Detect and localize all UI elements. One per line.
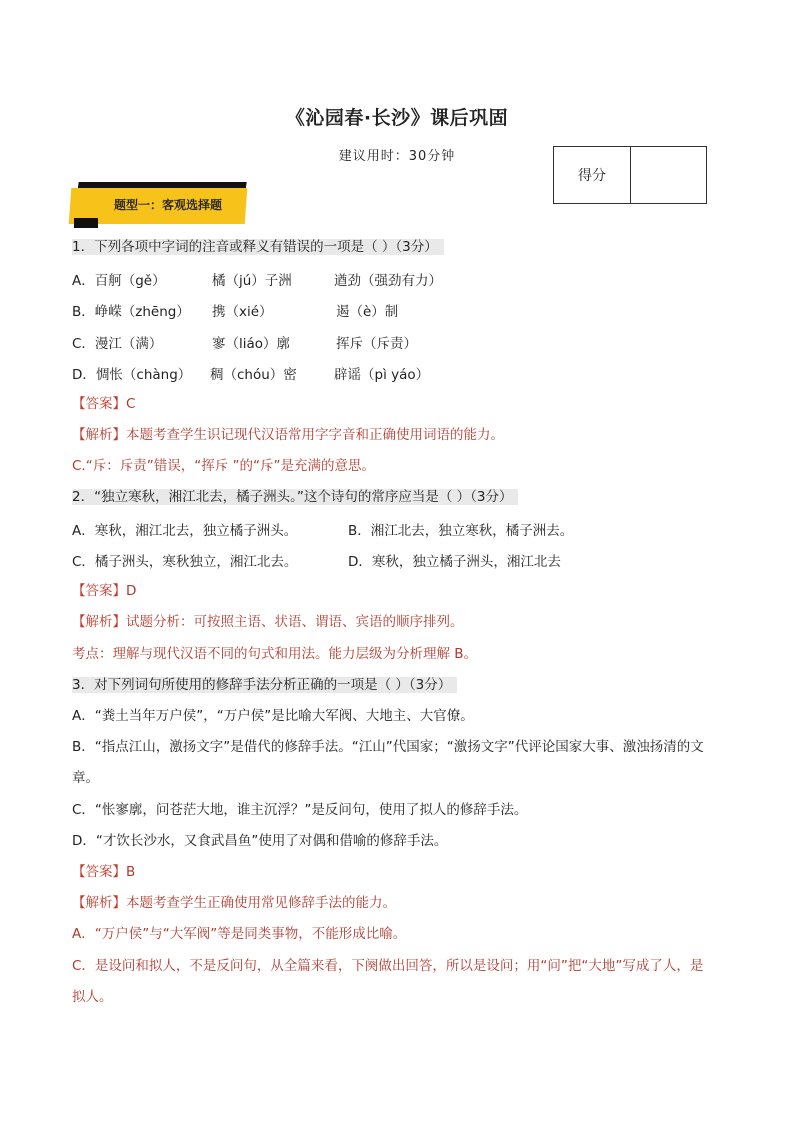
q1-analysis: 【解析】本题考查学生识记现代汉语常用字字音和正确使用词语的能力。 — [72, 427, 504, 443]
q3-option-b: B．“指点江山，激扬文字”是借代的修辞手法。“江山”代国家；“激扬文字”代评论国家大事、激浊扬清的文 — [72, 739, 704, 755]
page-title: 《沁园春·长沙》课后巩固 — [285, 107, 509, 129]
q2-option-b: B．湘江北去，独立寒秋，橘子洲去。 — [348, 523, 574, 539]
score-box — [553, 146, 707, 204]
q3-option-b-continued: 章。 — [72, 770, 99, 786]
suggested-time: 建议用时：30分钟 — [338, 149, 456, 164]
q3-note-c-continued: 拟人。 — [72, 989, 113, 1005]
q3-answer: 【答案】B — [72, 864, 136, 880]
banner-decoration — [74, 218, 98, 228]
question-1-stem: 1．下列各项中字词的注音或释义有错误的一项是（ ）（3分） — [72, 237, 444, 257]
q1-option-b-3: 遏（è）制 — [336, 304, 399, 320]
q2-analysis: 【解析】试题分析：可按照主语、状语、谓语、宾语的顺序排列。 — [72, 614, 464, 630]
q3-note-c: C．是设问和拟人，不是反问句，从全篇来看，下阕做出回答，所以是设问；用“问”把“大地”写成了人，是 — [72, 958, 704, 974]
q1-option-a-2: 橘（jú）子洲 — [212, 273, 292, 289]
q3-note-a: A．“万户侯”与“大军阀”等是同类事物，不能形成比喻。 — [72, 926, 407, 942]
q1-option-c-1: C．漫江（满） — [72, 336, 163, 352]
score-label: 得分 — [554, 147, 631, 203]
q3-option-a: A．“粪土当年万户侯”，“万户侯”是比喻大军阀、大地主、大官僚。 — [72, 708, 474, 724]
q1-option-a-3: 遒劲（强劲有力） — [334, 273, 442, 289]
question-2-stem: 2．“独立寒秋，湘江北去，橘子洲头。”这个诗句的常序应当是（ ）（3分） — [72, 487, 518, 507]
q1-option-d-1: D．惆怅（chàng） — [72, 367, 192, 383]
score-value-field[interactable] — [631, 147, 706, 203]
q1-option-a-1: A．百舸（gě） — [72, 273, 166, 289]
q1-option-c-2: 寥（liáo）廓 — [212, 336, 291, 352]
q3-analysis: 【解析】本题考查学生正确使用常见修辞手法的能力。 — [72, 895, 396, 911]
q1-option-b-1: B．峥嵘（zhēng） — [72, 304, 190, 320]
q2-option-d: D．寒秋，独立橘子洲头，湘江北去 — [348, 554, 561, 570]
q3-option-d: D．“才饮长沙水，又食武昌鱼”使用了对偶和借喻的修辞手法。 — [72, 833, 448, 849]
q1-option-d-2: 稠（chóu）密 — [210, 367, 297, 383]
q1-option-c-3: 挥斥（斥责） — [336, 336, 417, 352]
q2-answer: 【答案】D — [72, 583, 137, 599]
q3-option-c: C．“怅寥廓，问苍茫大地，谁主沉浮？”是反问句，使用了拟人的修辞手法。 — [72, 802, 528, 818]
q2-note: 考点：理解与现代汉语不同的句式和用法。能力层级为分析理解 B。 — [72, 646, 478, 662]
q1-note: C.“斥：斥责”错误，“挥斥 ”的“斥”是充满的意思。 — [72, 458, 375, 474]
q1-option-d-3: 辟谣（pì yáo） — [334, 367, 430, 383]
section-title: 题型一：客观选择题 — [114, 198, 223, 212]
q2-option-c: C．橘子洲头，寒秋独立，湘江北去。 — [72, 554, 298, 570]
q2-option-a: A．寒秋，湘江北去，独立橘子洲头。 — [72, 523, 298, 539]
question-3-stem: 3．对下列词句所使用的修辞手法分析正确的一项是（ ）（3分） — [72, 675, 457, 695]
q1-option-b-2: 携（xié） — [212, 304, 273, 320]
section-banner — [70, 182, 250, 228]
q1-answer: 【答案】C — [72, 396, 136, 412]
